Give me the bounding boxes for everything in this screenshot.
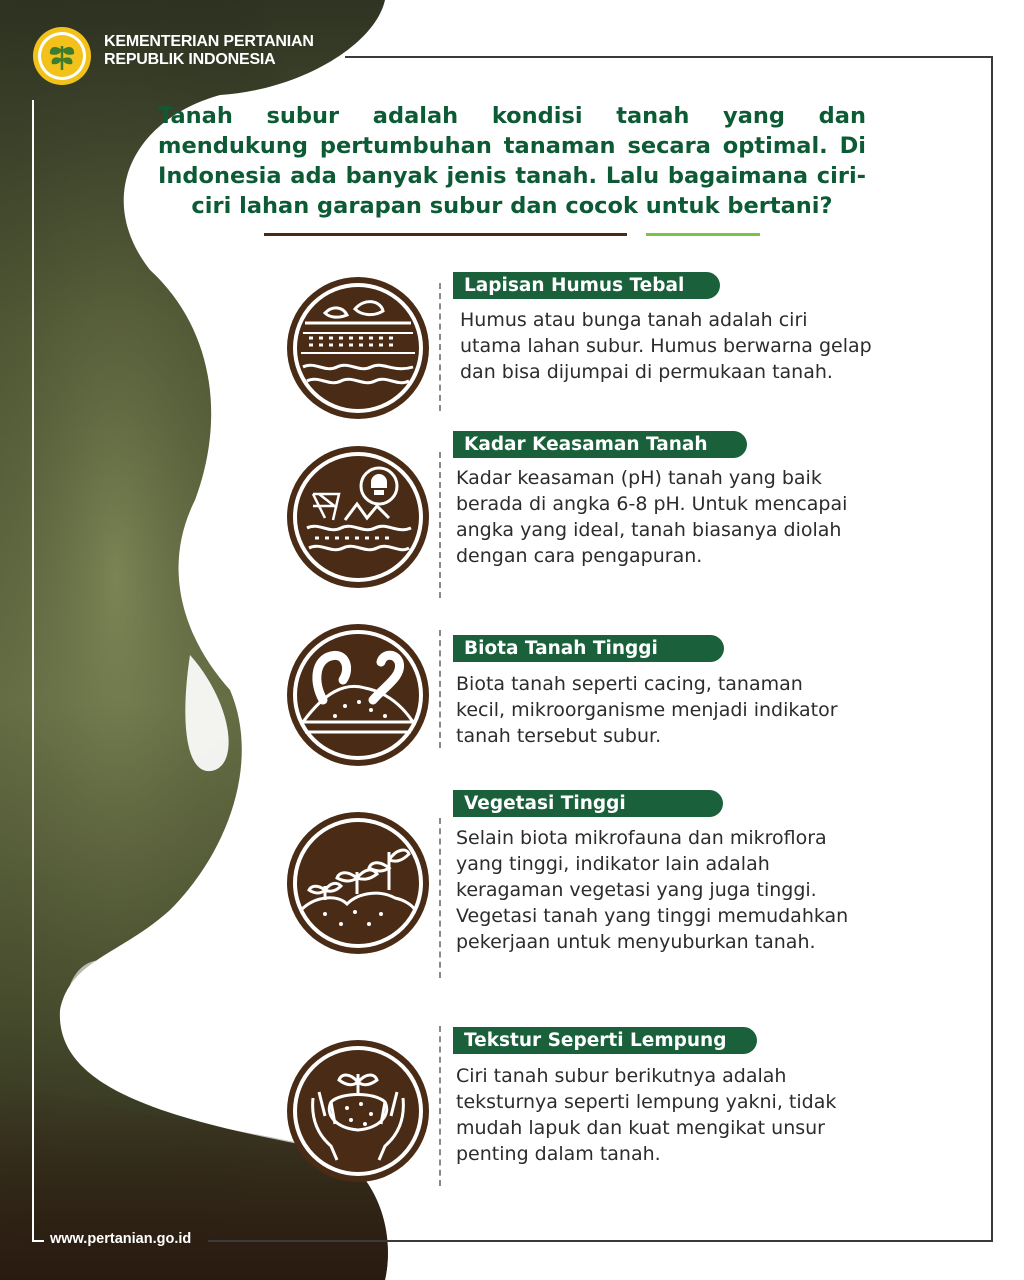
frame-left-line — [32, 100, 34, 1240]
kementan-logo-icon — [32, 26, 92, 86]
item-divider-1 — [439, 283, 441, 411]
org-name-line1: KEMENTERIAN PERTANIAN — [104, 33, 314, 50]
frame-top-line — [345, 56, 993, 58]
item-text-3: Biota tanah seperti cacing, tanaman kecil, mikroorganisme menjadi indikator tanah tersebut subur. — [456, 673, 838, 747]
frame-right-line — [991, 56, 993, 1242]
item-divider-4 — [439, 818, 441, 978]
item-title-3: Biota Tanah Tinggi — [453, 635, 724, 662]
item-divider-2 — [439, 452, 441, 598]
item-title-5: Tekstur Seperti Lempung — [453, 1027, 757, 1054]
splash-dot-shape — [95, 981, 119, 1005]
soil-worm-icon — [285, 622, 431, 768]
item-title-2: Kadar Keasaman Tanah — [453, 431, 747, 458]
item-text-5: Ciri tanah subur berikutnya adalah teksturnya seperti lempung yakni, tidak mudah lapuk dan kuat mengikat unsur penting dalam tanah. — [456, 1065, 837, 1165]
item-divider-3 — [439, 630, 441, 748]
divider-dark — [264, 233, 627, 236]
divider-green — [646, 233, 760, 236]
item-text-4: Selain biota mikrofauna dan mikroflora yang tinggi, indikator lain adalah keragaman vegetasi yang juga tinggi. Vegetasi tanah yang tinggi memudahkan pekerjaan untuk menyuburkan tanah. — [456, 827, 849, 953]
item-title-4: Vegetasi Tinggi — [453, 790, 723, 817]
intro-heading: Tanah subur adalah kondisi tanah yang dan mendukung pertumbuhan tanaman secara optimal. Di Indonesia ada banyak jenis tanah. Lalu bagaimana ciri-ciri lahan garapan subur dan cocok untuk bertani? — [158, 103, 866, 219]
item-divider-5 — [439, 1026, 441, 1186]
item-title-1: Lapisan Humus Tebal — [453, 272, 720, 299]
website-link[interactable]: www.pertanian.go.id — [50, 1231, 192, 1247]
hands-soil-sprout-icon — [285, 1038, 431, 1184]
frame-bottom-line — [208, 1240, 993, 1242]
item-text-1: Humus atau bunga tanah adalah ciri utama lahan subur. Humus berwarna gelap dan bisa dijumpai di permukaan tanah. — [460, 309, 872, 383]
frame-bottom-left-line — [32, 1240, 44, 1242]
item-text-2: Kadar keasaman (pH) tanah yang baik berada di angka 6-8 pH. Untuk mencapai angka yang ideal, tanah biasanya diolah dengan cara pengapuran. — [456, 467, 848, 567]
soil-acidity-icon — [285, 444, 431, 590]
org-name-line2: REPUBLIK INDONESIA — [104, 51, 276, 68]
humus-layer-icon — [285, 275, 431, 421]
sprouts-icon — [285, 810, 431, 956]
